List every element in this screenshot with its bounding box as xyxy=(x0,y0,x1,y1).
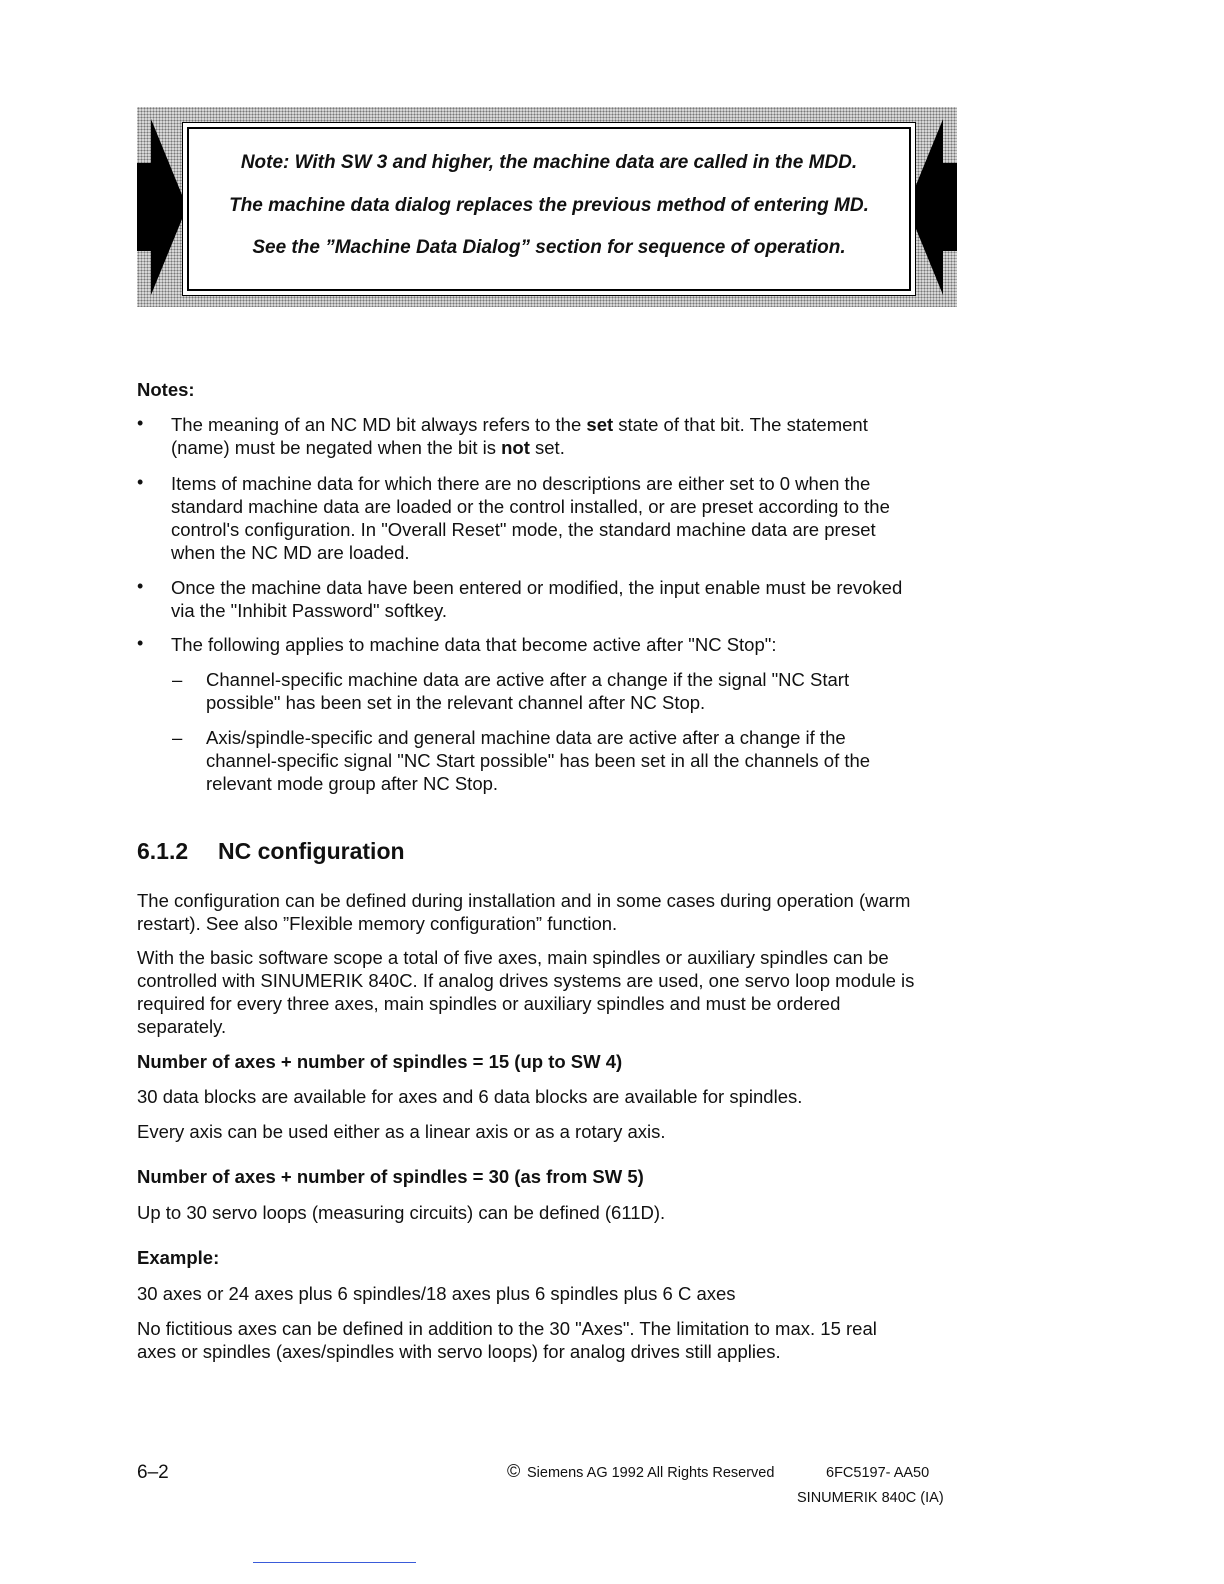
paragraph-3: 30 data blocks are available for axes and 6 data blocks are available for spindles. xyxy=(137,1086,803,1107)
note-bullet-1-line-1: The meaning of an NC MD bit always refers to the set state of that bit. The statement xyxy=(171,414,868,435)
sub-item-1-line-2: possible" has been set in the relevant channel after NC Stop. xyxy=(206,692,706,713)
note-bullet-4-line-1: The following applies to machine data that become active after "NC Stop": xyxy=(171,634,777,655)
link-underline xyxy=(253,1562,416,1563)
note-text-panel xyxy=(187,127,911,291)
note-bullet-1-line-2: (name) must be negated when the bit is not set. xyxy=(171,437,565,458)
left-arrow-icon xyxy=(907,119,957,295)
example-heading: Example: xyxy=(137,1247,220,1268)
note-bullet-2-line-4: when the NC MD are loaded. xyxy=(171,542,410,563)
paragraph-2-line-3: required for every three axes, main spindles or auxiliary spindles and must be ordered xyxy=(137,993,841,1014)
dash-marker: – xyxy=(172,669,183,690)
bullet-marker: • xyxy=(137,472,144,492)
sub-item-1-line-1: Channel-specific machine data are active after a change if the signal "NC Start xyxy=(206,669,850,690)
note-line-3: See the ”Machine Data Dialog” section for sequence of operation. xyxy=(252,237,846,258)
section-title: NC configuration xyxy=(218,838,405,864)
paragraph-7-line-1: No fictitious axes can be defined in addition to the 30 "Axes". The limitation to max. 15 real xyxy=(137,1318,877,1339)
note-box xyxy=(137,107,957,307)
note-bullet-2-line-3: control's configuration. In "Overall Reset" mode, the standard machine data are preset xyxy=(171,519,876,540)
sub-item-2-line-1: Axis/spindle-specific and general machine data are active after a change if the xyxy=(206,727,846,748)
bullet-marker: • xyxy=(137,413,144,433)
note-bullet-2-line-1: Items of machine data for which there are no descriptions are either set to 0 when the xyxy=(171,473,871,494)
note-bullet-2-line-2: standard machine data are loaded or the control installed, or are preset according to the xyxy=(171,496,890,517)
paragraph-5: Up to 30 servo loops (measuring circuits) can be defined (611D). xyxy=(137,1202,666,1223)
paragraph-1-line-2: restart). See also ”Flexible memory configuration” function. xyxy=(137,913,618,934)
copyright-text: Siemens AG 1992 All Rights Reserved xyxy=(527,1465,775,1481)
note-line-2: The machine data dialog replaces the previous method of entering MD. xyxy=(229,195,869,216)
paragraph-6: 30 axes or 24 axes plus 6 spindles/18 axes plus 6 spindles plus 6 C axes xyxy=(137,1283,736,1304)
paragraph-2-line-1: With the basic software scope a total of five axes, main spindles or auxiliary spindles can be xyxy=(137,947,889,968)
bullet-marker: • xyxy=(137,633,144,653)
notes-title: Notes: xyxy=(137,379,195,400)
subheading-from-sw5: Number of axes + number of spindles = 30 (as from SW 5) xyxy=(137,1166,644,1187)
sub-item-2-line-2: channel-specific signal "NC Start possible" has been set in all the channels of the xyxy=(206,750,871,771)
paragraph-7-line-2: axes or spindles (axes/spindles with servo loops) for analog drives still applies. xyxy=(137,1341,781,1362)
dash-marker: – xyxy=(172,727,183,748)
order-number: 6FC5197- AA50 xyxy=(826,1465,930,1481)
paragraph-1-line-1: The configuration can be defined during installation and in some cases during operation (warm xyxy=(137,890,911,911)
page-number: 6–2 xyxy=(137,1462,169,1483)
note-bullet-3-line-2: via the "Inhibit Password" softkey. xyxy=(171,600,448,621)
note-bullet-3-line-1: Once the machine data have been entered or modified, the input enable must be revoked xyxy=(171,577,903,598)
bullet-marker: • xyxy=(137,576,144,596)
paragraph-2-line-4: separately. xyxy=(137,1016,227,1037)
sub-item-2-line-3: relevant mode group after NC Stop. xyxy=(206,773,499,794)
right-arrow-icon xyxy=(137,119,187,295)
paragraph-4: Every axis can be used either as a linear axis or as a rotary axis. xyxy=(137,1121,666,1142)
paragraph-2-line-2: controlled with SINUMERIK 840C. If analog drives systems are used, one servo loop module is xyxy=(137,970,915,991)
product-name: SINUMERIK 840C (IA) xyxy=(797,1490,944,1506)
section-number: 6.1.2 xyxy=(137,838,189,864)
subheading-up-to-sw4: Number of axes + number of spindles = 15 (up to SW 4) xyxy=(137,1051,623,1072)
copyright-icon: © xyxy=(507,1461,521,1481)
note-line-1: Note: With SW 3 and higher, the machine data are called in the MDD. xyxy=(240,152,858,173)
